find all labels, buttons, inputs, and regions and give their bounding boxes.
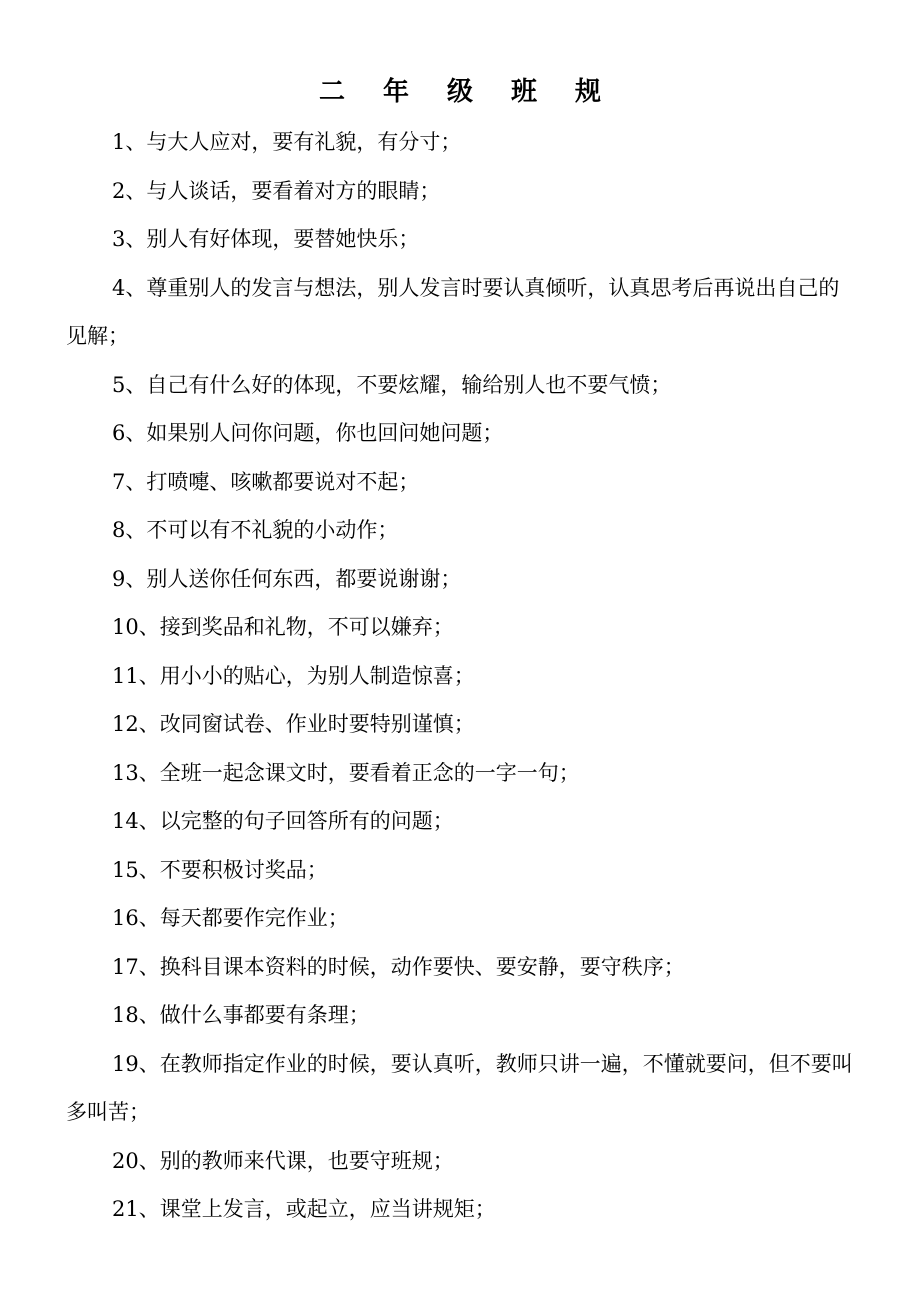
page-title: 二年级班规 xyxy=(318,77,639,107)
rule-item: 17、换科目课本资料的时候，动作要快、要安静，要守秩序； xyxy=(112,954,685,979)
rule-item: 7、打喷嚏、咳嗽都要说对不起； xyxy=(112,469,420,494)
rule-item: 8、不可以有不礼貌的小动作； xyxy=(112,518,399,542)
rules-list xyxy=(66,118,856,1234)
rule-item: 21、课堂上发言，或起立，应当讲规矩； xyxy=(112,1197,496,1221)
rule-item: 13、全班一起念课文时，要看着正念的一字一句； xyxy=(112,760,580,785)
rule-item: 18、做什么事都要有条理； xyxy=(112,1003,370,1027)
rule-item: 6、如果别人问你问题，你也回问她问题； xyxy=(112,421,504,445)
rule-item: 5、自己有什么好的体现，不要炫耀，输给别人也不要气愤； xyxy=(112,372,672,397)
rule-item: 1、与大人应对，要有礼貌，有分寸； xyxy=(112,130,462,154)
rule-item: 2、与人谈话，要看着对方的眼睛； xyxy=(112,178,441,203)
rule-item: 10、接到奖品和礼物，不可以嫌弃； xyxy=(112,615,454,639)
rule-item: 15、不要积极讨奖品； xyxy=(112,857,328,882)
rule-item: 16、每天都要作完作业； xyxy=(112,906,349,930)
rule-item: 14、以完整的句子回答所有的问题； xyxy=(112,809,454,833)
rule-item: 19、在教师指定作业的时候，要认真听，教师只讲一遍，不懂就要问，但不要叫多叫苦； xyxy=(66,1051,853,1124)
rule-item: 4、尊重别人的发言与想法，别人发言时要认真倾听，认真思考后再说出自己的见解； xyxy=(66,275,840,348)
rule-item: 11、用小小的贴心，为别人制造惊喜； xyxy=(112,663,475,688)
rule-item: 20、别的教师来代课，也要守班规； xyxy=(112,1148,454,1173)
rule-item: 3、别人有好体现，要替她快乐； xyxy=(112,227,420,251)
rule-item: 9、别人送你任何东西，都要说谢谢； xyxy=(112,566,462,591)
rule-item: 12、改同窗试卷、作业时要特别谨慎； xyxy=(112,712,475,736)
